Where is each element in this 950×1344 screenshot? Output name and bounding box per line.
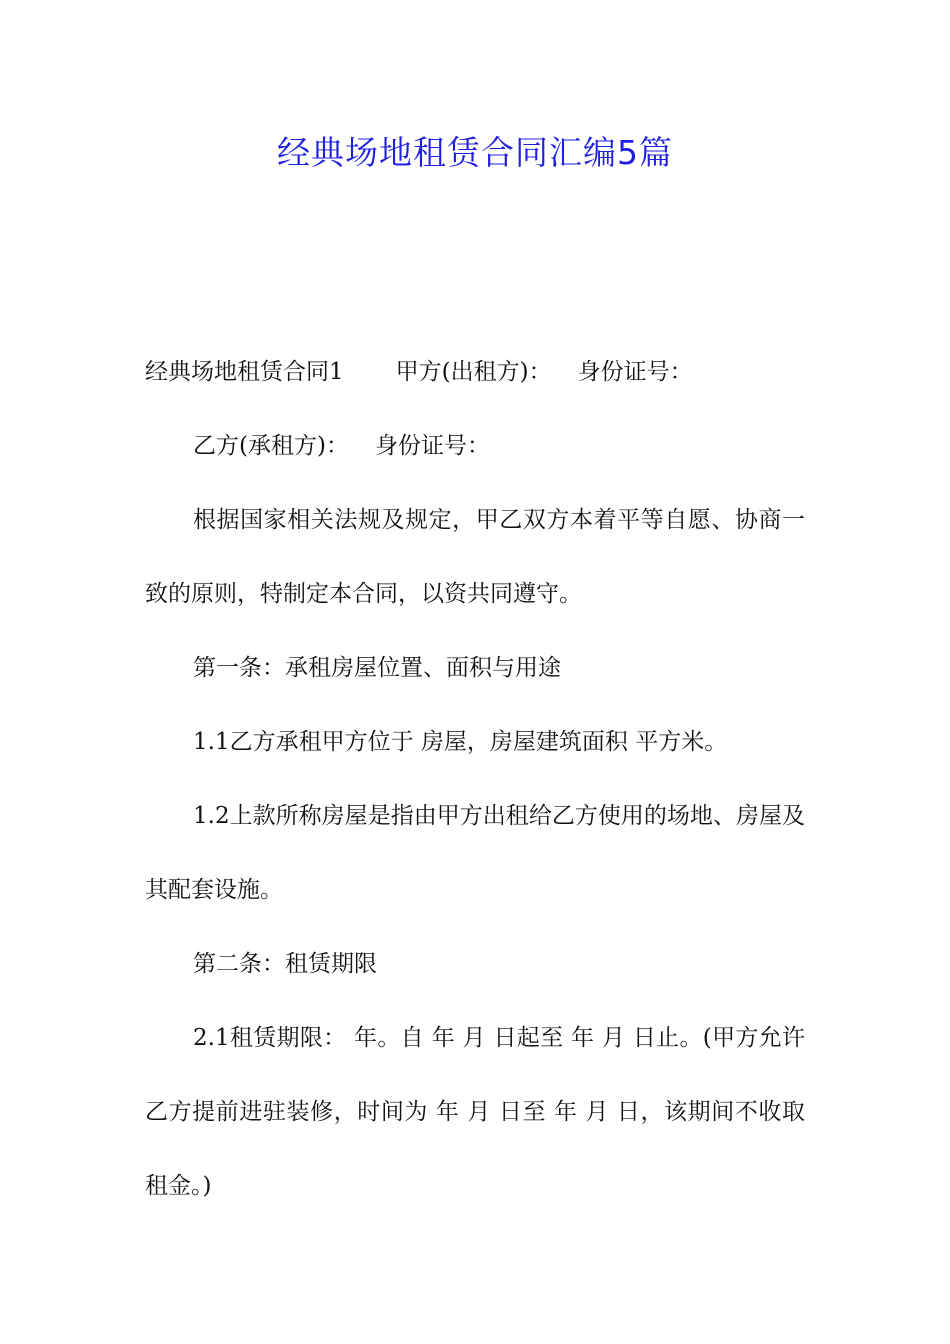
paragraph-intro: 根据国家相关法规及规定，甲乙双方本着平等自愿、协商一致的原则，特制定本合同，以资共同遵守。	[145, 507, 805, 607]
party-b-line	[145, 409, 805, 483]
party-a-id-label: 身份证号：	[577, 359, 693, 385]
clause-1-2: 1.2上款所称房屋是指由甲方出租给乙方使用的场地、房屋及其配套设施。	[145, 803, 805, 903]
party-b-label: 乙方(承租方)：	[193, 433, 349, 459]
contract-heading-line	[145, 335, 805, 409]
article-1-heading: 第一条：承租房屋位置、面积与用途	[193, 655, 561, 681]
party-b-id-label: 身份证号：	[374, 433, 490, 459]
clause-1-1: 1.1乙方承租甲方位于 房屋，房屋建筑面积 平方米。	[193, 729, 728, 755]
article-2-heading: 第二条：租赁期限	[193, 951, 377, 977]
document-title: 经典场地租赁合同汇编5篇	[277, 133, 673, 172]
party-a-label: 甲方(出租方)：	[395, 359, 552, 385]
clause-2-1: 2.1租赁期限： 年。自 年 月 日起至 年 月 日止。(甲方允许乙方提前进驻装修，时间为 年 月 日至 年 月 日，该期间不收取租金。)	[145, 1025, 805, 1199]
document-body	[145, 335, 805, 1223]
contract-heading: 经典场地租赁合同1	[145, 359, 344, 385]
